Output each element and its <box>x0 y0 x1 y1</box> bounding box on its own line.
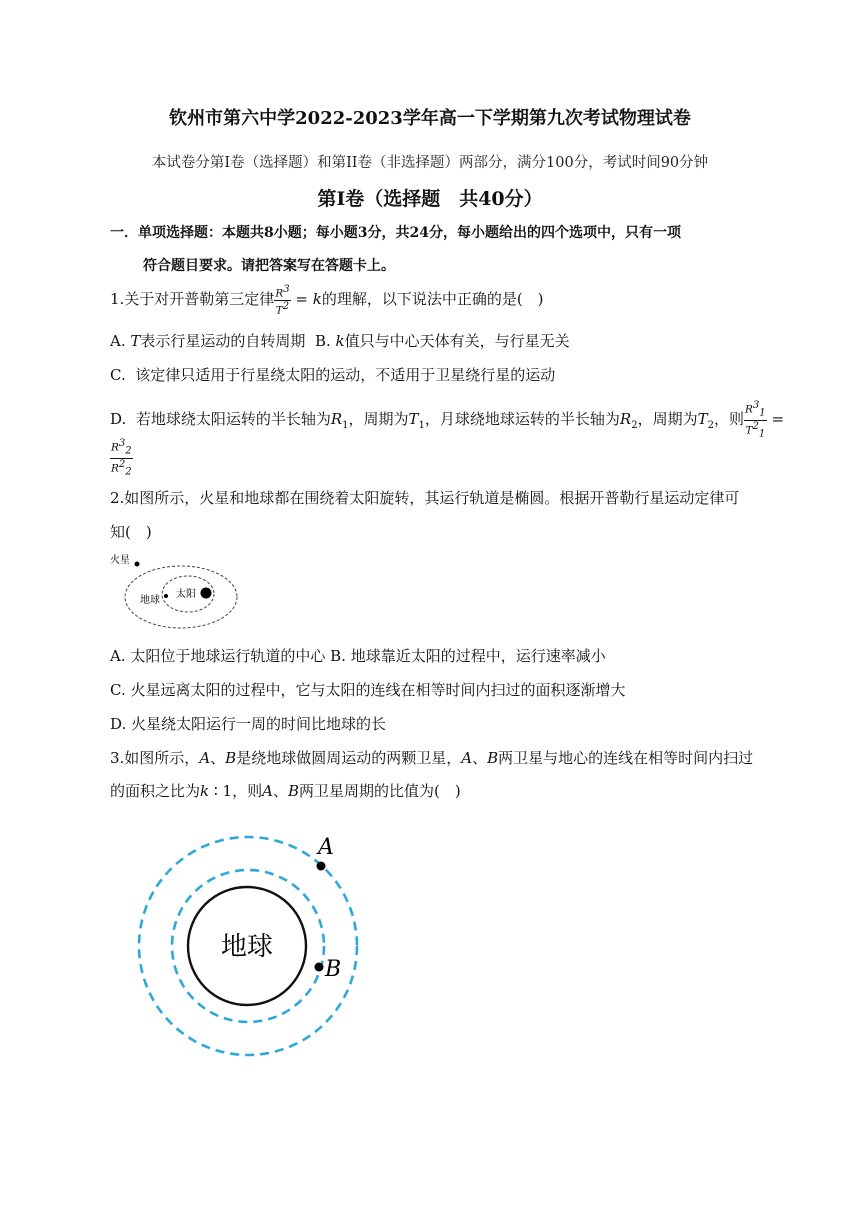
label-sun: 太阳 <box>176 589 196 600</box>
q1-option-d: D. 若地球绕太阳运转的半长轴为$R_1$，周期为$T_1$，月球绕地球运转的半长轴为$R_2$，周期为$T_2$，则 $\frac{R^3_1}{T^2_1}$ = <box>110 400 785 440</box>
section-instructions-line1: 一．单项选择题：本题共8小题；每小题3分，共24分，每小题给出的四个选项中，只有一项 <box>110 225 681 241</box>
q1-stem-post: 的理解，以下说法中正确的是( ) <box>321 290 544 308</box>
exam-subtitle: 本试卷分第I卷（选择题）和第II卷（非选择题）两部分，满分100分，考试时间90分钟 <box>151 155 709 171</box>
q2-option-c: C. 火星远离太阳的过程中，它与太阳的连线在相等时间内扫过的面积逐渐增大 <box>110 681 626 699</box>
earth-dot <box>164 594 168 598</box>
mars-dot <box>135 562 140 567</box>
satellite-a-dot <box>317 862 326 871</box>
question-1-stem: 1.关于对开普勒第三定律 $\frac{R^3}{T^2}$ = k的理解，以下说法中正确的是( ) <box>110 284 544 316</box>
satellite-b-dot <box>315 963 324 972</box>
label-earth: 地球 <box>220 932 274 962</box>
sun-dot <box>201 588 212 599</box>
label-earth: 地球 <box>140 595 160 606</box>
satellite-orbit-diagram <box>128 826 373 1066</box>
part-one-heading: 第I卷（选择题 共40分） <box>317 188 543 210</box>
q2-options-ab: A. 太阳位于地球运行轨道的中心 B. 地球靠近太阳的过程中，运行速率减小 <box>110 647 606 665</box>
q2-option-d: D. 火星绕太阳运行一周的时间比地球的长 <box>110 715 387 733</box>
question-2-line2: 知( ) <box>110 523 152 541</box>
q1-option-d-rhs: $\frac{R^3_2}{R^2_2}$ <box>111 438 132 478</box>
question-3-line1: 3.如图所示，A、B是绕地球做圆周运动的两颗卫星，A、B两卫星与地心的连线在相等时间内扫过 <box>110 749 754 767</box>
question-3-line2: 的面积之比为k ∶ 1，则A、B两卫星周期的比值为( ) <box>110 782 461 800</box>
exam-title: 钦州市第六中学2022-2023学年高一下学期第九次考试物理试卷 <box>169 108 691 129</box>
q1-stem-pre: 1.关于对开普勒第三定律 <box>110 290 275 308</box>
question-2-line1: 2.如图所示，火星和地球都在围绕着太阳旋转，其运行轨道是椭圆。根据开普勒行星运动定律可 <box>110 489 740 507</box>
q1-formula-fraction: $\frac{R^3}{T^2}$ <box>275 284 290 316</box>
label-mars: 火星 <box>110 555 130 566</box>
q1-option-c: C. 该定律只适用于行星绕太阳的运动，不适用于卫星绕行星的运动 <box>110 366 556 384</box>
orbit-diagram-mars-earth <box>106 547 246 635</box>
q1-options-ab: A. T表示行星运动的自转周期 B. k值只与中心天体有关，与行星无关 <box>110 332 570 350</box>
section-instructions-line2: 符合题目要求。请把答案写在答题卡上。 <box>143 258 395 274</box>
label-satellite-b: B <box>325 957 342 982</box>
label-satellite-a: A <box>318 835 334 860</box>
